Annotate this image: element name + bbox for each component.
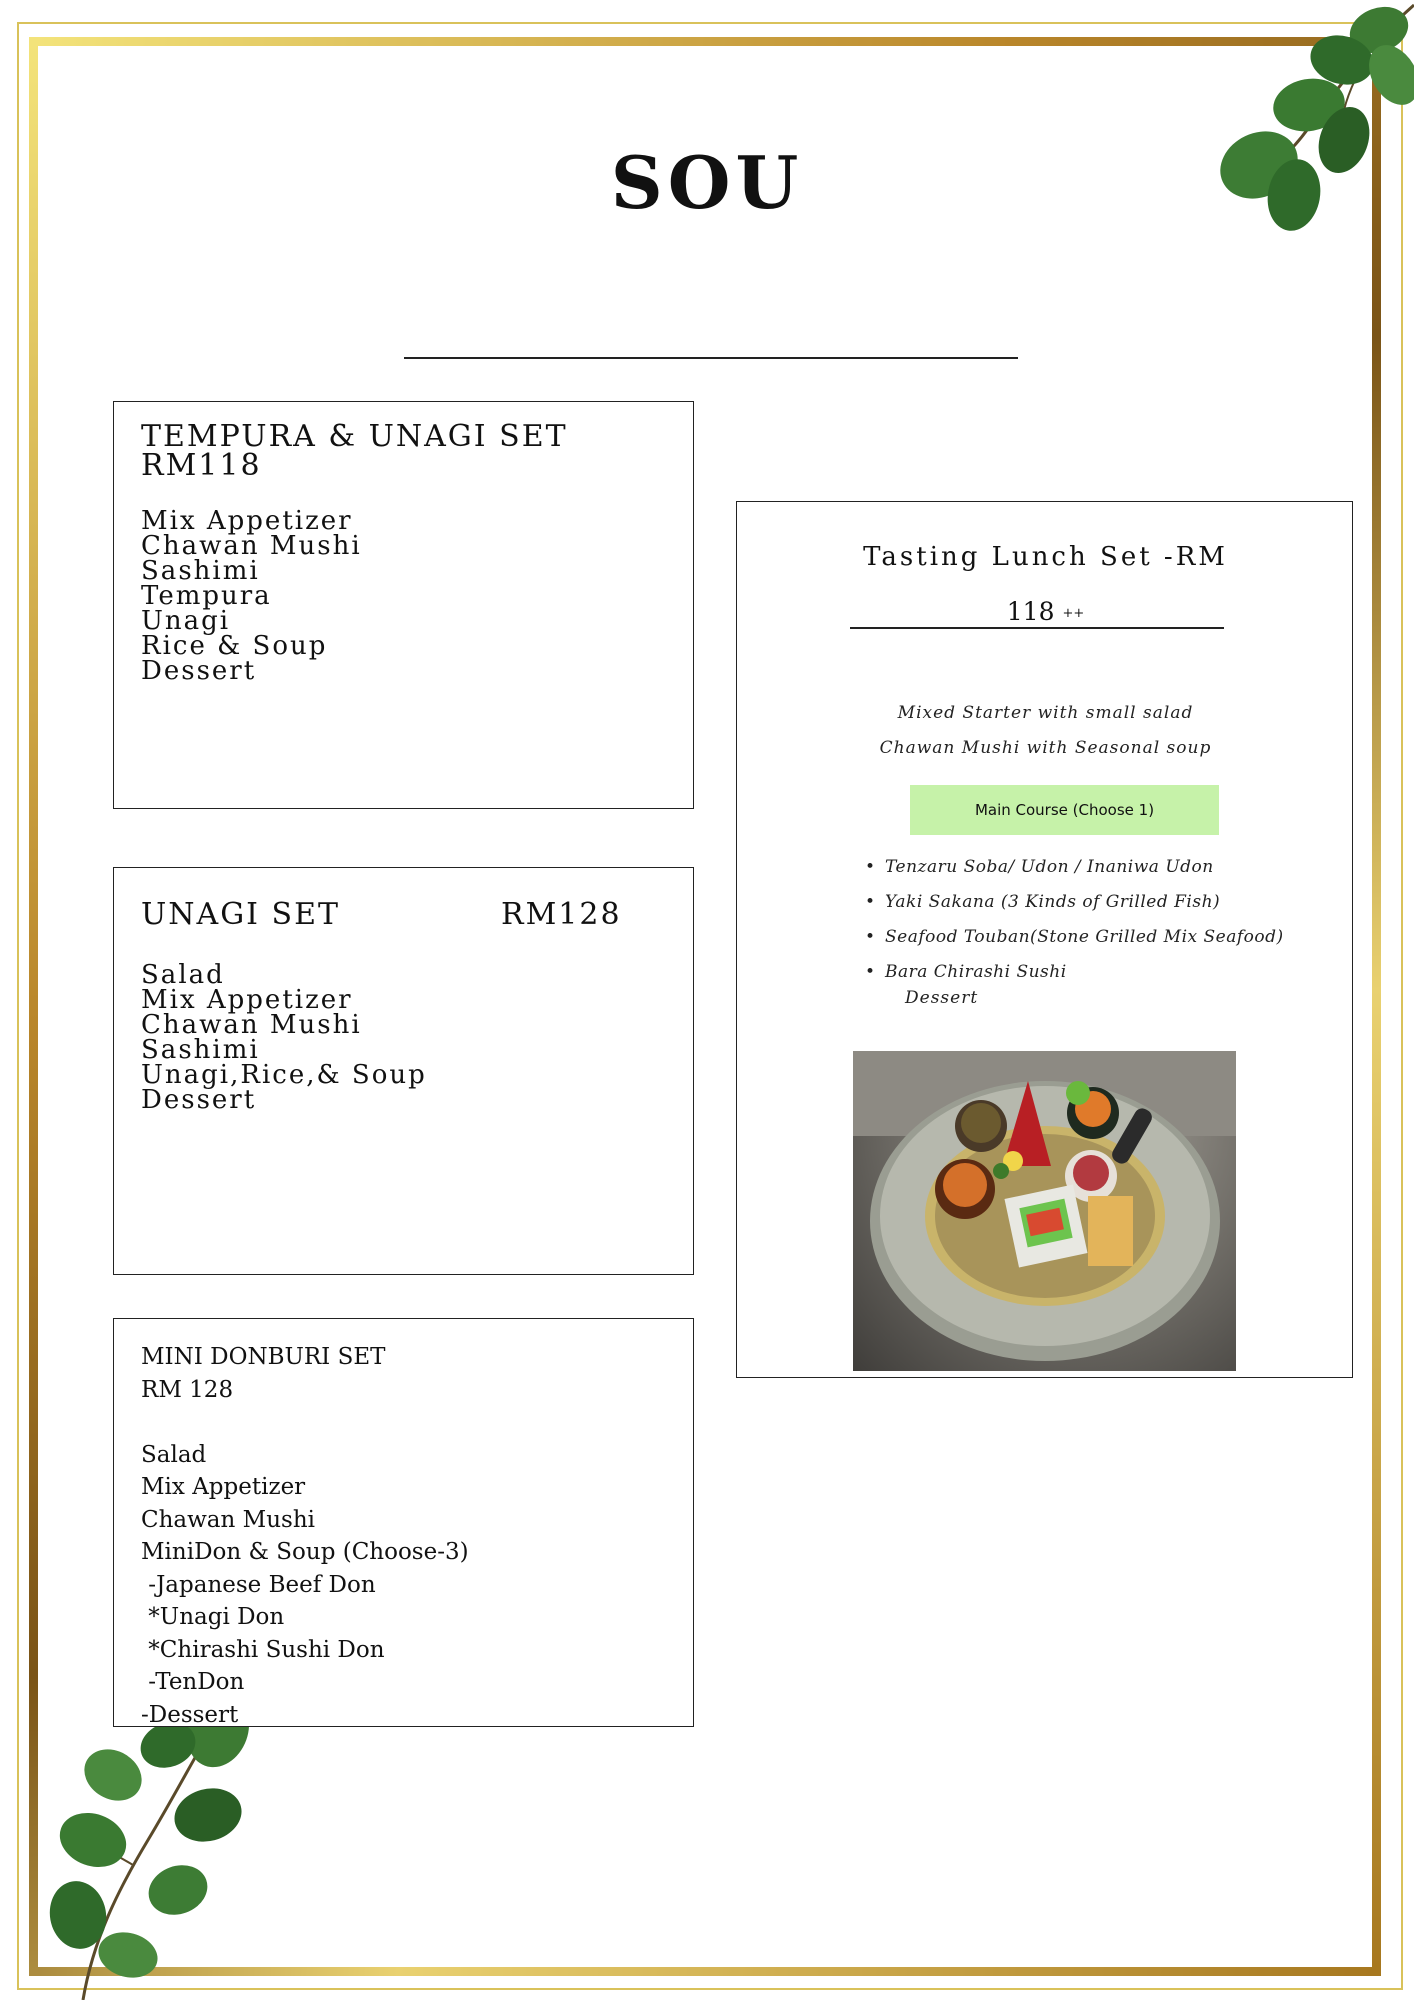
list-item: Dessert	[141, 656, 257, 686]
set-name: Tasting Lunch Set -RM	[863, 542, 1228, 572]
list-item: *Chirashi Sushi Don	[141, 1636, 385, 1663]
price-value: 118	[1006, 597, 1055, 626]
list-item: Dessert	[141, 1085, 257, 1115]
main-course-badge: Main Course (Choose 1)	[910, 785, 1219, 835]
tempura-unagi-set-card	[113, 401, 694, 809]
starter-line: Chawan Mushi with Seasonal soup	[879, 738, 1212, 758]
set-price: RM128	[501, 897, 622, 932]
unagi-set-card	[113, 867, 694, 1275]
dessert-line: Dessert	[905, 988, 979, 1008]
set-content	[141, 1341, 469, 1731]
list-item: Mix Appetizer	[141, 1474, 306, 1500]
set-name: UNAGI SET	[141, 897, 341, 932]
list-item: -Japanese Beef Don	[141, 1571, 376, 1598]
set-price: RM 128	[141, 1376, 234, 1403]
set-price: RM118	[141, 448, 262, 483]
price-underline	[850, 627, 1224, 629]
restaurant-name: SOU	[610, 140, 804, 225]
set-items	[141, 506, 362, 686]
list-item: • Yaki Sakana (3 Kinds of Grilled Fish)	[865, 885, 1284, 920]
eucalyptus-leaves-bottom-left	[38, 1690, 318, 2000]
list-item: Chawan Mushi	[141, 1506, 315, 1533]
set-name: TEMPURA & UNAGI SET	[141, 419, 568, 454]
list-item: MiniDon & Soup (Choose-3)	[141, 1539, 469, 1565]
spacer	[141, 1406, 469, 1439]
list-item: Mix Appetizer	[141, 506, 353, 536]
starter-line: Mixed Starter with small salad	[897, 703, 1194, 723]
set-title	[141, 419, 568, 483]
mini-donburi-set-card	[113, 1318, 694, 1727]
food-platter-photo	[853, 1051, 1236, 1371]
list-item: • Bara Chirashi Sushi	[865, 955, 1284, 990]
list-item: Chawan Mushi	[141, 531, 362, 561]
set-items	[141, 960, 427, 1115]
list-item: Chawan Mushi	[141, 1010, 362, 1040]
list-item: Sashimi	[141, 1035, 260, 1065]
set-price	[737, 597, 1354, 626]
list-item: Salad	[141, 960, 225, 990]
list-item: • Seafood Touban(Stone Grilled Mix Seafood)	[865, 920, 1284, 955]
list-item: Mix Appetizer	[141, 985, 353, 1015]
set-name: MINI DONBURI SET	[141, 1344, 386, 1370]
list-item: Sashimi	[141, 556, 260, 586]
price-suffix: ++	[1062, 606, 1085, 621]
tasting-lunch-set-card	[736, 501, 1353, 1378]
platter-illustration	[853, 1051, 1236, 1371]
list-item: Unagi,Rice,& Soup	[141, 1060, 427, 1090]
list-item: Tempura	[141, 581, 272, 611]
list-item: Unagi	[141, 606, 231, 636]
list-item: • Tenzaru Soba/ Udon / Inaniwa Udon	[865, 850, 1284, 885]
list-item: -Dessert	[141, 1701, 239, 1728]
list-item: Salad	[141, 1441, 207, 1468]
list-item: *Unagi Don	[141, 1604, 285, 1630]
main-course-list	[865, 850, 1284, 990]
list-item: Rice & Soup	[141, 631, 328, 661]
title-divider	[404, 357, 1018, 359]
list-item: -TenDon	[141, 1669, 245, 1695]
